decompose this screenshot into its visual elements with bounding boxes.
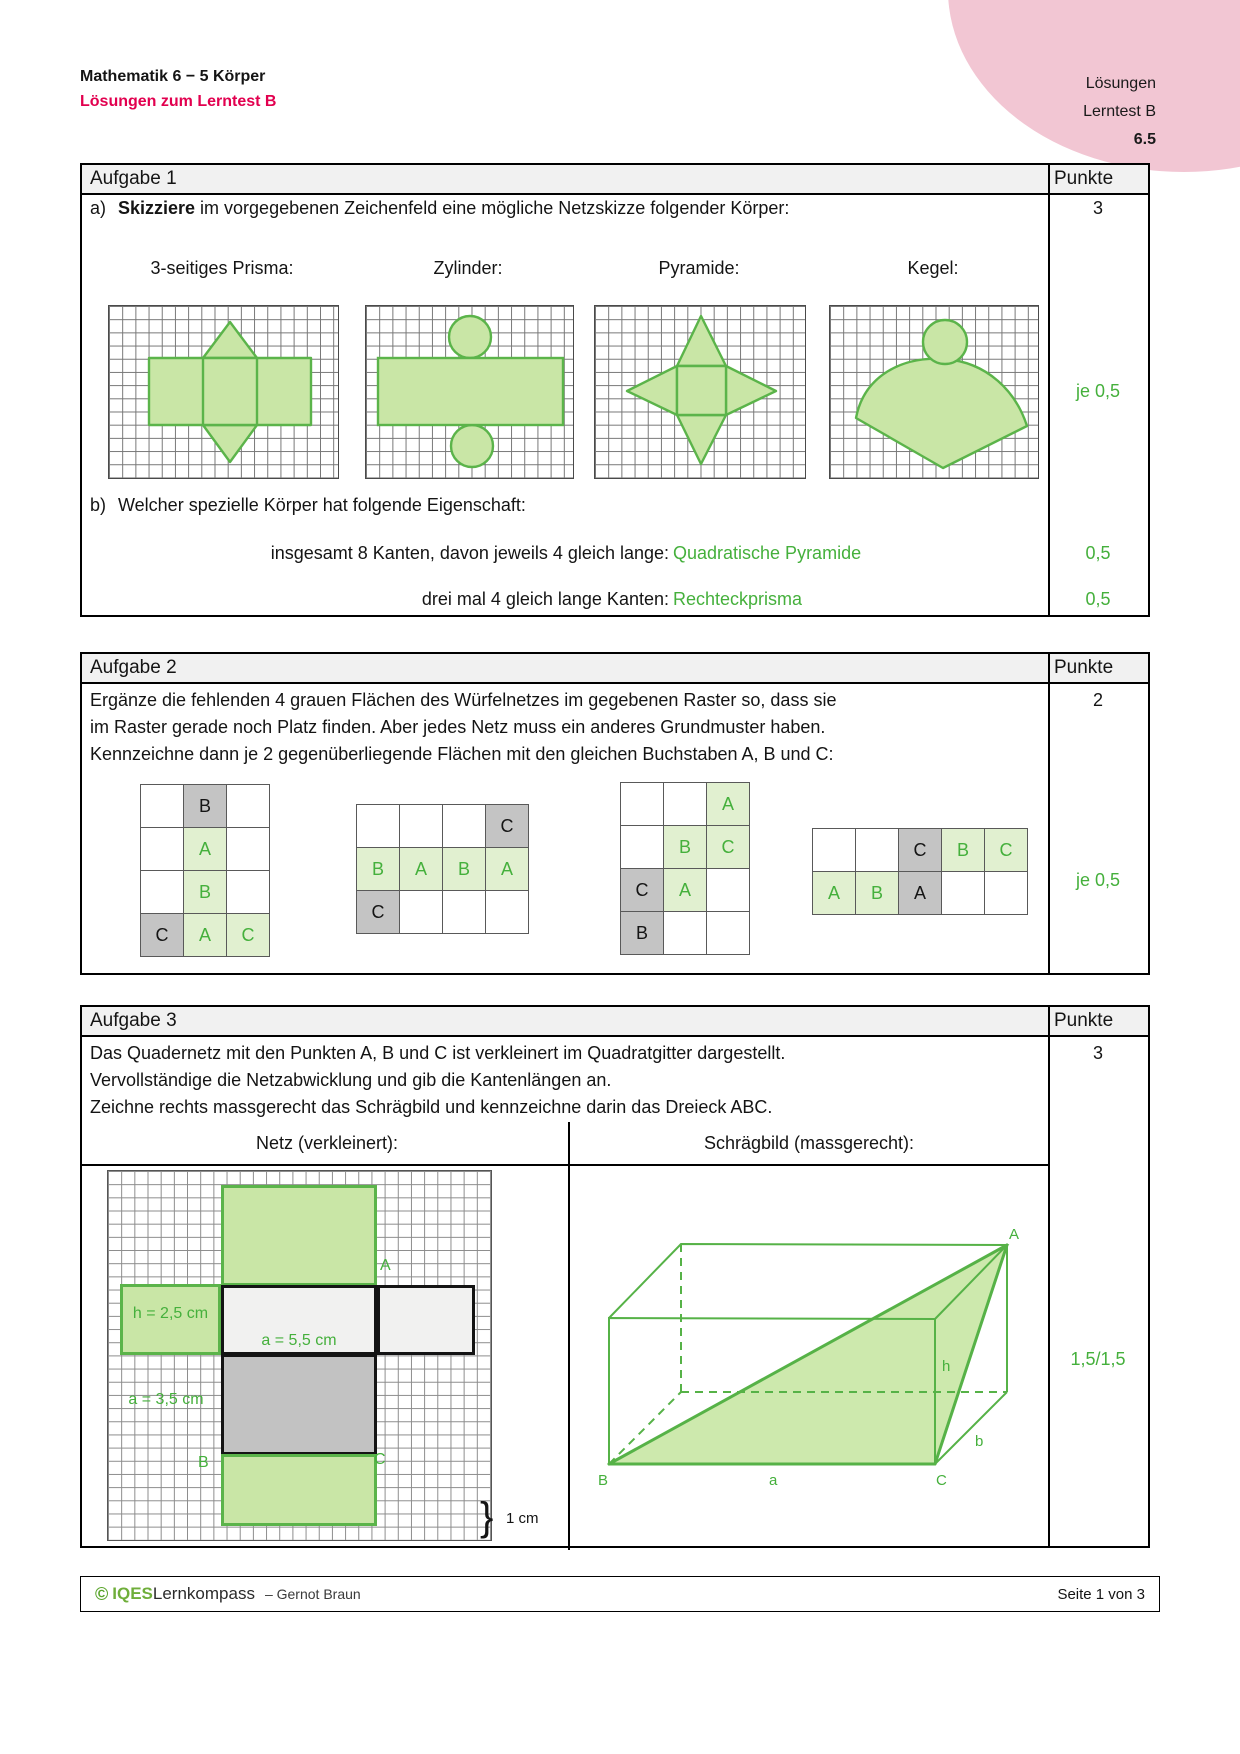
task1-header-row [82,165,1148,195]
task3-points-divider [1048,1007,1050,1546]
net-dim-a-long: a = 5,5 cm [261,1332,337,1349]
net-cell-letter: B [678,836,691,857]
pyramide-net-sketch [595,306,805,478]
task2-points: 2 [1092,690,1103,710]
net-cell-letter: A [913,882,926,903]
task1-part-b-line [90,495,526,516]
net-cell-letter: C [371,901,385,922]
task1-part-a-keyword: Skizziere [118,198,196,218]
net-cell-letter: A [414,858,427,879]
task1-part-a-prefix: a) [90,198,107,218]
prisma-net-sketch [109,306,338,478]
task3-title: Aufgabe 3 [90,1010,177,1031]
cuboid-oblique-drawing [568,1164,1048,1547]
net-cell-letter: C [913,839,927,860]
task3-points: 3 [1092,1043,1103,1063]
footer [80,1576,1160,1612]
task3-points-value: 1,5/1,5 [1070,1349,1126,1369]
sketch-grid-zylinder [365,305,574,479]
net-cell-letter: C [999,839,1013,860]
copyright-icon: © [95,1583,109,1604]
document-header [80,64,276,114]
net-face-front-gray [221,1354,377,1455]
net-cell-letter: A [827,882,840,903]
corner-line-loesungen: Lösungen [1085,75,1156,92]
task1-b2-question: drei mal 4 gleich lange Kanten: [421,589,669,609]
task1-b1-question: insgesamt 8 Kanten, davon jeweils 4 gleich lange: [270,543,669,563]
net-cell-letter: A [198,924,211,945]
net-cell-letter: B [198,881,211,902]
footer-brand-lernkompass: Lernkompass [152,1584,255,1603]
net-face-right [377,1285,475,1355]
task1-points-header: Punkte [1054,168,1114,189]
net-cell-letter: B [457,858,470,879]
task1-b1-points: 0,5 [1085,543,1111,563]
task1-part-a-line [90,198,789,219]
task1-part-b-prefix: b) [90,495,107,515]
task1-b2-answer: Rechteckprisma [673,589,803,609]
caption-zylinder: Zylinder: [433,258,503,278]
solid-label-edge-b: b [975,1433,984,1450]
caption-pyramide: Pyramide: [658,258,740,278]
net-cell-letter: B [635,922,648,943]
solid-label-a-corner: A [1009,1226,1020,1243]
net-corner-b: B [198,1454,209,1471]
net-cell-letter: A [678,879,691,900]
footer-page-number: Seite 1 von 3 [1057,1585,1145,1603]
net-cell-letter: C [500,815,514,836]
task2-box [80,652,1150,975]
task1-b1-answer: Quadratische Pyramide [673,543,862,563]
task1-b2-points: 0,5 [1085,589,1111,609]
solid-label-b-corner: B [598,1472,609,1489]
task1-part-b-text: Welcher spezielle Körper hat folgende Eigenschaft: [118,495,526,515]
task2-line2: im Raster gerade noch Platz finden. Aber jedes Netz muss ein anderes Grundmuster haben. [90,717,826,737]
net-cell-letter: B [198,795,211,816]
net-face-bottom [221,1454,377,1526]
subtitle-solutions: Lösungen zum Lerntest B [80,93,277,110]
net-cell-letter: B [371,858,384,879]
sketch-grid-pyramide [594,305,806,479]
net-cell-letter: B [870,882,883,903]
sketch-grid-prisma [108,305,339,479]
scale-label: 1 cm [506,1510,539,1527]
net-cell-letter: C [241,924,255,945]
net-cell-letter: A [721,793,734,814]
task3-line2: Vervollständige die Netzabwicklung und gib die Kantenlängen an. [90,1070,612,1090]
task2-points-header: Punkte [1054,657,1114,678]
net-cell-letter: C [721,836,735,857]
task2-title: Aufgabe 2 [90,657,177,678]
scale-brace: } [480,1495,494,1539]
footer-brand-iqes: IQES [112,1584,153,1603]
net-cell-letter: C [155,924,169,945]
net-cell-letter: C [635,879,649,900]
task3-points-header: Punkte [1054,1010,1114,1031]
net-cell-letter: B [956,839,969,860]
footer-author: – Gernot Braun [264,1586,361,1602]
solid-label-edge-h: h [942,1358,951,1375]
net-dim-a-short: a = 3,5 cm [128,1391,204,1408]
task1-b2-line [182,589,802,610]
net-column-label: Netz (verkleinert): [255,1133,399,1153]
solid-label-c-corner: C [936,1472,947,1489]
task1-title: Aufgabe 1 [90,168,177,189]
kegel-net-sketch [830,306,1038,478]
net-dim-h: h = 2,5 cm [132,1305,209,1322]
task1-points-a: 3 [1092,198,1103,218]
solid-label-edge-a: a [769,1472,778,1489]
sketch-grid-kegel [829,305,1039,479]
solid-column-label: Schrägbild (massgerecht): [703,1133,915,1153]
net-face-top [221,1185,377,1286]
net-cell-letter: A [198,838,211,859]
corner-line-chapter: 6.5 [1133,131,1156,148]
task2-points-nets: je 0,5 [1075,870,1121,890]
task2-header-row [82,654,1148,684]
zylinder-net-sketch [366,306,573,478]
task3-line1: Das Quadernetz mit den Punkten A, B und C ist verkleinert im Quadratgitter dargestellt. [90,1043,786,1063]
task3-line3: Zeichne rechts massgerecht das Schrägbild und kennzeichne darin das Dreieck ABC. [90,1097,773,1117]
corner-label-block [930,70,1156,154]
task2-line1: Ergänze die fehlenden 4 grauen Flächen des Würfelnetzes im gegebenen Raster so, dass sie [90,690,837,710]
net-cell-letter: A [500,858,513,879]
caption-kegel: Kegel: [907,258,959,278]
task1-box [80,163,1150,617]
task1-points-sketches: je 0,5 [1075,381,1121,401]
task2-line3: Kennzeichne dann je 2 gegenüberliegende Flächen mit den gleichen Buchstaben A, B und C: [90,744,834,764]
net-corner-a: A [380,1257,391,1274]
task1-b1-line [182,543,861,564]
course-title: Mathematik 6 − 5 Körper [80,68,266,85]
net-corner-c: C [374,1451,386,1468]
task1-part-a-text: im vorgegebenen Zeichenfeld eine mögliche Netzskizze folgender Körper: [195,198,790,218]
task3-box [80,1005,1150,1548]
task3-header-row [82,1007,1148,1037]
corner-line-lerntest: Lerntest B [1083,103,1156,120]
caption-prisma: 3-seitiges Prisma: [150,258,294,278]
